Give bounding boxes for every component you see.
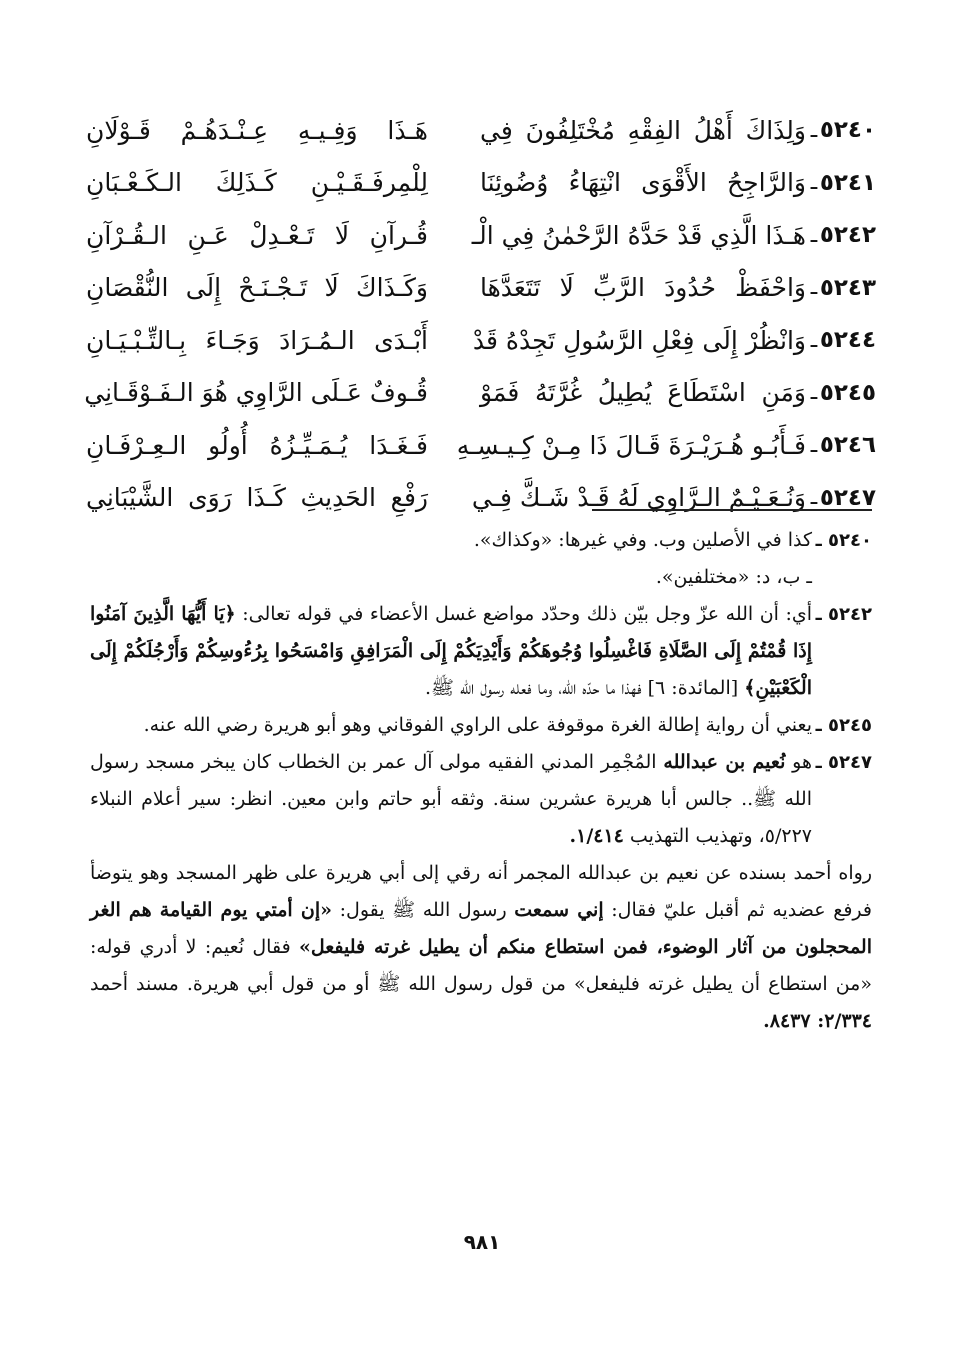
verse-row: [86, 157, 876, 210]
footnote-text: [المائدة: ٦] فهذا ما حدّه الله، وما فعله رسول الله ﷺ.: [424, 677, 745, 699]
verse-dash: ـ: [810, 327, 818, 353]
verse-first-hemistich: وَاحْفَظْ حُدُودَ الرَّبِّ لَا تَتَعَدَّهَا: [480, 273, 806, 303]
verse-number: ٥٢٤٥: [819, 379, 876, 406]
verse-row: [86, 104, 876, 157]
verse-dash: ـ: [810, 117, 818, 143]
footnote-number: ٥٢٤٠ ـ: [815, 530, 872, 551]
verse-number: ٥٢٤٠: [819, 117, 876, 144]
verse-second-hemistich: قُـوفٌ عَـلَى الرَّاوِي هُوَ الـفَـوْقَـانِي: [84, 378, 428, 408]
verse-number: ٥٢٤٦: [819, 432, 876, 459]
verse-first-hemistich: وَانْظُرْ إِلَى فِعْلِ الرَّسُولِ تَجِدْهُ قَدْ: [472, 325, 806, 355]
footnote-5247: [90, 744, 872, 855]
verse-row: [86, 314, 876, 367]
footnote-number: ٥٢٤٢ ـ: [815, 604, 872, 625]
verse-first-hemistich: هَـذَا الَّذِي قَدْ حَدَّهُ الرَّحْمٰنُ فِي الْـ: [471, 220, 806, 250]
verse-first-hemistich: وَالرَّاجِحُ الأَقْوَى انْتِهَاءُ وُضُوئِنَا: [480, 168, 806, 198]
verse-first-hemistich: وَمَنِ اسْتَطَاعَ يُطِيلُ غُرَّتَهُ فَمَوْ: [480, 378, 806, 408]
reference: ٢/٣٣٤: ٨٤٣٧.: [763, 1010, 872, 1032]
narrator-name: نُعيم بن عبدالله: [663, 751, 786, 773]
verse-second-hemistich: هَـذَا وَفِـيـهِ عِـنْـدَهُـمْ قَـوْلَانِ: [86, 115, 428, 145]
verse-dash: ـ: [810, 432, 818, 458]
verse-second-hemistich: رَفْعِ الحَدِيثِ كَـذَا رَوَى الشَّيْبَانِي: [86, 483, 428, 513]
verse-dash: ـ: [810, 485, 818, 511]
verse-first-hemistich: وَلِذَاكَ أَهْلُ الفِقْهِ مُخْتَلِفُونَ فِي: [480, 115, 806, 145]
verse-row: [86, 262, 876, 315]
verse-second-hemistich: وَكَـذَاكَ لَا تَـجْـنَـحْ إِلَى النُّقْصَانِ: [86, 273, 428, 303]
poem-verses: [86, 104, 876, 524]
footnote-text: ـ ب، د: «مختلفين».: [655, 566, 812, 588]
verse-number: ٥٢٤٧: [819, 484, 876, 511]
verse-second-hemistich: قُـرآنِ لَا تَـعْـدِلْ عَـنِ الـقُـرْآنِ: [86, 220, 428, 250]
footnote-text: هو: [785, 751, 813, 773]
verse-number: ٥٢٤١: [819, 169, 876, 196]
verse-second-hemistich: أَبْـدَى الـمُـرَادَ وَجَـاءَ بِـالتِّـبْـيَـانِ: [86, 325, 428, 355]
footnote-text: أي: أن الله عزّ وجل بيّن ذلك وحدّد مواضع غسل الأعضاء في قوله تعالى:: [235, 603, 812, 625]
footnote-number: ٥٢٤٥ ـ: [815, 715, 872, 736]
verse-number: ٥٢٤٤: [819, 327, 876, 354]
quran-verse: ﴿يَا أَيُّهَا الَّذِينَ آمَنُوا إِذَا قُمْتُمْ إِلَى الصَّلَاةِ فَاغْسِلُوا وُجُوهَكُمْ وَأَيْدِيَكُمْ إِلَى الْمَرَافِقِ وَامْسَحُوا بِرُءُوسِكُمْ وَأَرْجُلَكُمْ إِلَى الْكَعْبَيْنِ﴾: [90, 603, 812, 699]
verse-first-hemistich: وَنُـعَـيْـمٌ الـرَّاوِي لَهُ قَـدْ شَـكَّ فِـي: [471, 483, 806, 513]
verse-row: [86, 472, 876, 525]
footnote-5245: [90, 707, 872, 744]
hadith-paragraph: رواه أحمد بسنده عن نعيم بن عبدالله المجمر أنه رقي إلى أبي هريرة على ظهر المسجد وهو يتوضأ فرفع عضديه ثم أقبل عليّ فقال: إني سمعت رسول الله ﷺ يقول: «إن أمتي يوم القيامة هم الغر المحجلون من آثار الوضوء، فمن استطاع منكم أن يطيل غرته فليفعل» فقال نُعيم: لا أدري قوله: «من استطاع أن يطيل غرته فليفعل» من قول رسول الله ﷺ أو من قول أبي هريرة. مسند أحمد ٢/٣٣٤: ٨٤٣٧.: [90, 862, 872, 1032]
footnote-separator: [592, 509, 872, 511]
verse-dash: ـ: [810, 222, 818, 248]
verse-row: [86, 367, 876, 420]
verse-dash: ـ: [810, 170, 818, 196]
page-number: ٩٨١: [463, 1230, 501, 1254]
footnote-5240: [90, 522, 872, 596]
verse-row: [86, 209, 876, 262]
footnote-number: ٥٢٤٧ ـ: [815, 752, 872, 773]
verse-dash: ـ: [810, 380, 818, 406]
verse-second-hemistich: فَـغَـدَا يُـمَـيِّـزُهُ أُولُو الـعِـرْفَـانِ: [86, 430, 428, 460]
verse-row: [86, 419, 876, 472]
verse-number: ٥٢٤٢: [819, 222, 876, 249]
hadith-text: «إن أمتي يوم القيامة هم الغر المحجلون من آثار الوضوء، فمن استطاع منكم أن يطيل غرته فليفعل»: [90, 899, 872, 958]
reference: ١/٤١٤.: [569, 825, 624, 847]
verse-second-hemistich: لِلْمِرفَـقَـيْـنِ كَـذَلِكَ الـكَـعْـبَانِ: [86, 168, 428, 198]
footnotes: [90, 522, 872, 1040]
footnote-5242: [90, 596, 872, 707]
footnote-text: يعني أن رواية إطالة الغرة موقوفة على الراوي الفوقاني وهو أبو هريرة رضي الله عنه.: [143, 714, 812, 736]
verse-number: ٥٢٤٣: [819, 274, 876, 301]
verse-dash: ـ: [810, 275, 818, 301]
verse-first-hemistich: فَـأَبُـو هُـرَيْـرَةَ قَـالَ ذَا مِـنْ كِـيـسِـهِ: [456, 430, 806, 460]
footnote-text: كذا في الأصلين وب. وفي غيرها: «وكذاك».: [473, 529, 812, 551]
footnote-text: المُجْمِر المدني الفقيه مولى آل عمر بن الخطاب كان يبخر مسجد رسول الله ﷺ.. جالس أبا هريرة عشرين سنة. وثقه أبو حاتم وابن معين. انظر: سير أعلام النبلاء ٥/٢٢٧، وتهذيب التهذيب: [90, 751, 812, 847]
